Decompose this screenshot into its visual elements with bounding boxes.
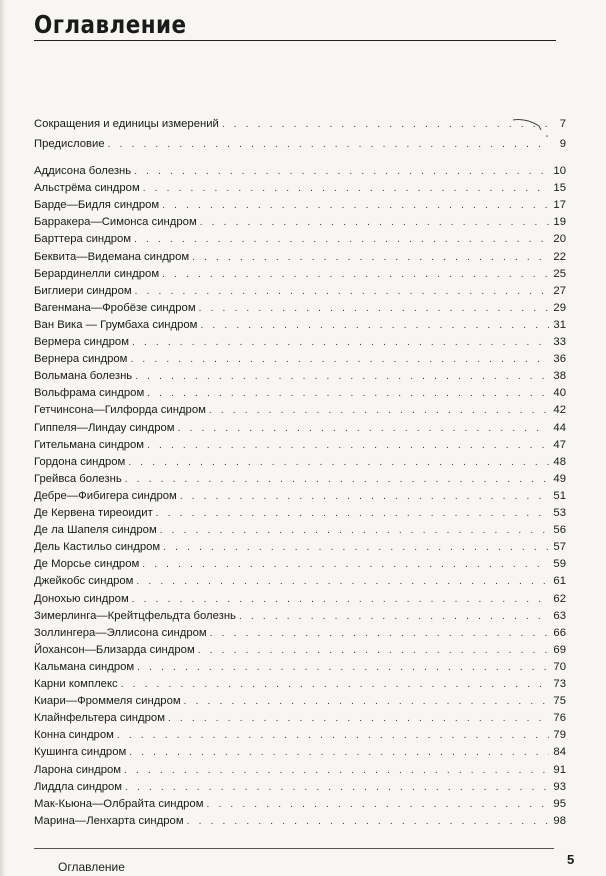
toc-entry-title: Лиддла синдром — [34, 780, 123, 793]
toc-entry — [34, 267, 566, 281]
toc-entry — [34, 250, 566, 264]
toc-dot-leader — [199, 302, 549, 315]
toc-entry-title: Дебре—Фибигера синдром — [34, 489, 177, 502]
toc-entry-title: Вольфрама синдром — [34, 387, 145, 400]
toc-entry-title: Гиппеля—Линдау синдром — [34, 421, 175, 434]
toc-dot-leader — [108, 138, 549, 151]
toc-entry — [34, 540, 566, 554]
toc-entry-title: Мак-Кьюна—Олбрайта синдром — [34, 797, 204, 810]
toc-entry-title: Сокращения и единицы измерений — [34, 118, 219, 130]
toc-entry-title: Вермера синдром — [34, 336, 129, 348]
toc-dot-leader — [121, 678, 549, 691]
toc-entry-page: 76 — [553, 712, 566, 725]
toc-dot-leader — [163, 541, 549, 554]
page-title: Оглавление — [34, 10, 187, 39]
toc-entry — [34, 352, 566, 366]
toc-entry — [34, 369, 566, 383]
toc-entry-page: 84 — [553, 746, 566, 759]
toc-dot-leader — [128, 456, 549, 469]
toc-dot-leader — [136, 575, 549, 588]
toc-entry — [34, 797, 566, 811]
toc-entry — [34, 557, 566, 571]
toc-dot-leader — [210, 627, 549, 640]
toc-entry — [34, 232, 566, 246]
toc-entry-page: 10 — [553, 165, 566, 177]
toc-entry-title: Гордона синдром — [34, 455, 126, 468]
toc-dot-leader — [124, 764, 549, 777]
toc-entry — [34, 117, 566, 131]
toc-entry — [34, 592, 566, 606]
toc-entry — [34, 660, 566, 674]
footer-section-label: Оглавление — [58, 860, 125, 874]
toc-dot-leader — [125, 781, 549, 794]
toc-entry-title: Кушинга синдром — [34, 746, 127, 759]
toc-entry-page: 7 — [559, 118, 566, 130]
toc-entry-page: 29 — [553, 301, 566, 314]
toc-dot-leader — [178, 422, 549, 435]
toc-dot-leader — [200, 319, 549, 332]
toc-entry — [34, 181, 566, 195]
toc-entry-page: 73 — [553, 678, 566, 690]
toc-entry-page: 56 — [553, 524, 566, 537]
toc-entry — [34, 386, 566, 400]
footer-page-number: 5 — [567, 852, 575, 867]
toc-dot-leader — [129, 746, 549, 759]
toc-entry-page: 57 — [553, 541, 566, 554]
toc-entry — [34, 318, 566, 332]
toc-entry-page: 62 — [553, 592, 566, 605]
page-edge-shadow — [0, 0, 6, 876]
toc-entry-title: Аддисона болезнь — [34, 165, 132, 177]
toc-entry-page: 49 — [553, 472, 566, 485]
toc-entry-page: 93 — [553, 780, 566, 793]
toc-entry-title: Барракера—Симонса синдром — [34, 216, 197, 229]
toc-entry-page: 40 — [553, 387, 566, 400]
toc-entry-title: Де Кервена тиреоидит — [34, 507, 153, 519]
toc-entry-title: Клайнфельтера синдром — [34, 712, 165, 725]
toc-dot-leader — [184, 695, 549, 708]
toc-entry-page: 70 — [553, 660, 566, 673]
toc-dot-leader — [135, 285, 549, 298]
toc-entry-title: Донохью синдром — [34, 592, 129, 605]
toc-entry-page: 38 — [553, 370, 566, 383]
toc-entry-page: 27 — [553, 284, 566, 297]
toc-entry-title: Карни комплекс — [34, 678, 118, 690]
toc-entry-page: 44 — [553, 421, 566, 434]
toc-dot-leader — [137, 661, 549, 674]
toc-entry-page: 75 — [553, 695, 566, 708]
toc-entry — [34, 643, 566, 657]
toc-entry-title: Биглиери синдром — [34, 284, 132, 297]
toc-entry — [34, 728, 566, 742]
toc-entry-title: Вагенмана—Фробёзе синдром — [34, 301, 196, 314]
toc-entry-page: 95 — [553, 797, 566, 810]
toc-entry-page: 51 — [553, 489, 566, 502]
toc-entry-page: 48 — [553, 455, 566, 468]
toc-entry — [34, 421, 566, 435]
toc-entry-page: 36 — [553, 353, 566, 366]
toc-entry — [34, 455, 566, 469]
toc-entry-page: 19 — [553, 216, 566, 229]
toc-dot-leader — [134, 233, 549, 246]
toc-entry-page: 59 — [553, 558, 566, 571]
toc-dot-leader — [156, 507, 549, 520]
toc-entry-title: Йохансон—Близарда синдром — [34, 643, 195, 656]
toc-entry-title: Кальмана синдром — [34, 660, 135, 673]
toc-entry-title: Джейкобс синдром — [34, 575, 134, 588]
toc-entry — [34, 694, 566, 708]
toc-entry — [34, 745, 566, 759]
toc-dot-leader — [147, 387, 549, 400]
toc-entry-page: 91 — [553, 763, 566, 776]
toc-entry-page: 98 — [553, 814, 566, 827]
toc-entry-page: 61 — [553, 575, 566, 588]
toc-entry-title: Дель Кастильо синдром — [34, 541, 161, 554]
toc-dot-leader — [132, 336, 549, 349]
toc-dot-leader — [198, 644, 549, 657]
toc-dot-leader — [143, 182, 549, 195]
toc-entry-page: 20 — [553, 233, 566, 246]
toc-entry-page: 42 — [553, 404, 566, 417]
toc-entry-title: Гительмана синдром — [34, 438, 145, 451]
toc-dot-leader — [142, 558, 549, 571]
toc-entry — [34, 763, 566, 777]
toc-dot-leader — [239, 610, 549, 623]
title-underline — [34, 40, 556, 41]
toc-entry-title: Золлингера—Эллисона синдром — [34, 626, 207, 639]
toc-dot-leader — [206, 798, 549, 811]
toc-entry-page: 66 — [553, 626, 566, 639]
toc-entry — [34, 301, 566, 315]
toc-entry-title: Берардинелли синдром — [34, 267, 160, 280]
toc-entry — [34, 626, 566, 640]
toc-entry-title: Грейвса болезнь — [34, 472, 122, 485]
footer-rule — [34, 848, 554, 849]
toc-dot-leader — [200, 216, 549, 229]
toc-entry — [34, 438, 566, 452]
toc-entry — [34, 677, 566, 691]
toc-entry-title: Альстрёма синдром — [34, 182, 140, 195]
toc-dot-leader — [168, 712, 549, 725]
toc-entry-page: 53 — [553, 507, 566, 519]
toc-entry-title: Де ла Шапеля синдром — [34, 524, 157, 537]
toc-entry-title: Гетчинсона—Гилфорда синдром — [34, 404, 206, 417]
toc-entry-page: 69 — [553, 643, 566, 656]
toc-entry — [34, 284, 566, 298]
toc-entry — [34, 198, 566, 212]
toc-entry — [34, 335, 566, 349]
toc-entry-page: 63 — [553, 609, 566, 622]
toc-dot-leader — [132, 593, 549, 606]
toc-entry — [34, 137, 566, 151]
toc-entry-page: 79 — [553, 729, 566, 742]
toc-entry — [34, 609, 566, 623]
toc-entry-title: Ларона синдром — [34, 763, 122, 776]
toc-entry — [34, 215, 566, 229]
toc-entry-title: Барттера синдром — [34, 233, 132, 246]
toc-entry-title: Барде—Бидля синдром — [34, 199, 160, 212]
toc-dot-leader — [125, 473, 549, 486]
toc-entry — [34, 574, 566, 588]
toc-entry-title: Конна синдром — [34, 729, 114, 742]
toc-entry-page: 9 — [559, 138, 566, 150]
toc-entry — [34, 403, 566, 417]
toc-entry-page: 33 — [553, 336, 566, 348]
toc-entry — [34, 780, 566, 794]
toc-entry — [34, 164, 566, 178]
toc-entry-title: Марина—Ленхарта синдром — [34, 814, 184, 827]
toc-dot-leader — [162, 199, 549, 212]
toc-entry-title: Ван Вика — Грумбаха синдром — [34, 318, 198, 331]
toc-entry-title: Де Морсье синдром — [34, 558, 140, 571]
toc-entry — [34, 523, 566, 537]
toc-entry — [34, 711, 566, 725]
toc-entry-page: 47 — [553, 438, 566, 451]
toc-dot-leader — [187, 815, 549, 828]
toc-entry-page: 31 — [553, 318, 566, 331]
toc-dot-leader — [160, 524, 549, 537]
toc-entry-title: Вернера синдром — [34, 353, 128, 366]
toc-entry-title: Киари—Фроммеля синдром — [34, 695, 181, 708]
toc-entry-page: 15 — [553, 182, 566, 195]
toc-entry-title: Предисловие — [34, 138, 105, 150]
toc-entry-title: Беквита—Видемана синдром — [34, 250, 190, 263]
toc-entry — [34, 506, 566, 520]
toc-dot-leader — [192, 251, 549, 264]
toc-dot-leader — [147, 439, 549, 452]
toc-dot-leader — [209, 404, 549, 417]
toc-entry-title: Вольмана болезнь — [34, 370, 133, 383]
toc-entry-title: Зимерлинга—Крейтцфельдта болезнь — [34, 609, 236, 622]
toc-entry-page: 25 — [553, 267, 566, 280]
toc-dot-leader — [117, 729, 549, 742]
toc-dot-leader — [134, 165, 549, 178]
toc-dot-leader — [162, 268, 549, 281]
toc-entry-page: 22 — [553, 250, 566, 263]
toc-entry — [34, 489, 566, 503]
toc-entry — [34, 814, 566, 828]
toc-entry-page: 17 — [553, 199, 566, 212]
toc-dot-leader — [180, 490, 549, 503]
toc-dot-leader — [130, 353, 549, 366]
toc-dot-leader — [222, 118, 549, 131]
toc-entry — [34, 472, 566, 486]
toc-dot-leader — [135, 370, 549, 383]
